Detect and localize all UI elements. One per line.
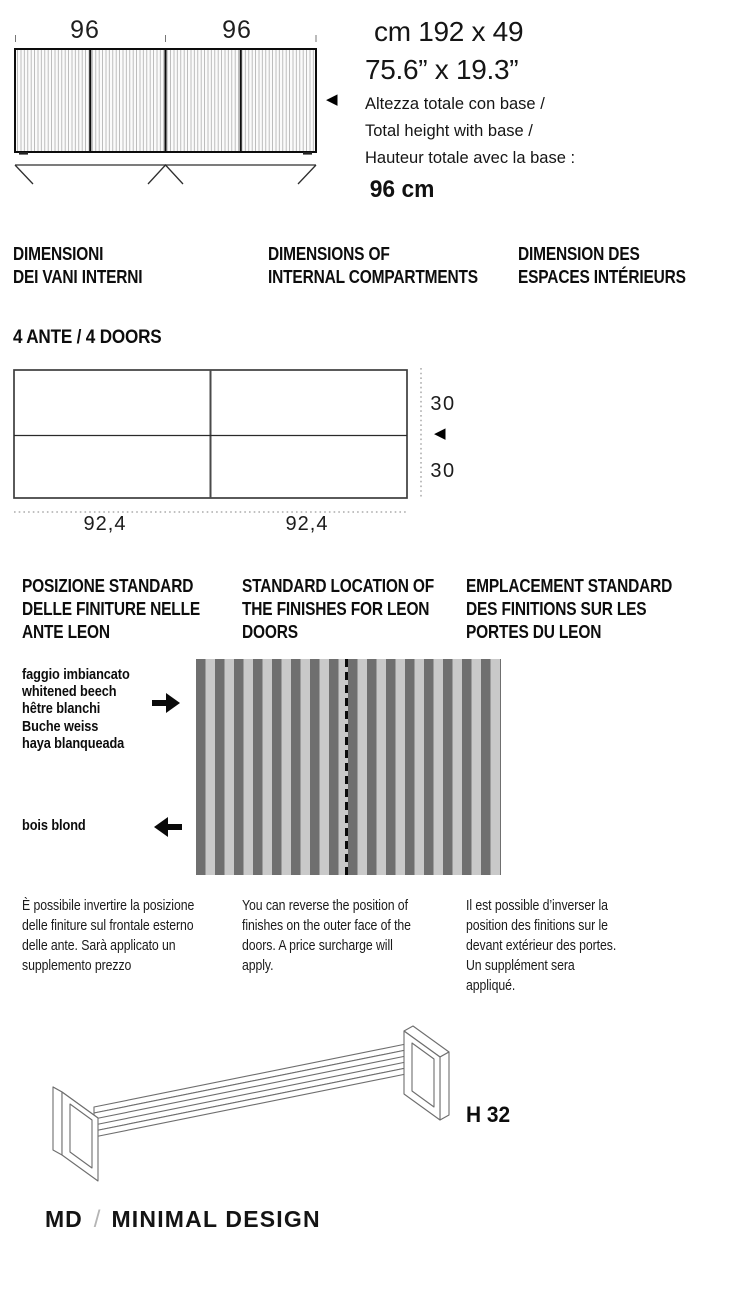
dimensions-header-it: DIMENSIONI DEI VANI INTERNI (13, 244, 143, 287)
note-en: You can reverse the position of finishes on the outer face of the doors. A price surcharge will apply. (242, 897, 411, 974)
compartments-diagram (0, 360, 470, 540)
dimensions-header-fr: DIMENSION DES ESPACES INTÉRIEURS (518, 244, 686, 287)
arrow-right-icon (152, 691, 182, 715)
cabinet-front-drawing (0, 14, 340, 200)
compartment-height-top: 30 (430, 393, 456, 415)
arrow-left-icon (152, 815, 182, 839)
finish-label-bois-blond: bois blond (22, 817, 86, 834)
cabinet-foot (19, 152, 28, 155)
compartment-height-bottom: 30 (430, 460, 456, 482)
brand-divider: / (93, 1206, 101, 1233)
door-width-left-label: 96 (70, 16, 100, 44)
cabinet-foot (303, 152, 312, 155)
base-frame-drawing (30, 1012, 460, 1192)
size-cm: cm 192 x 49 (374, 16, 524, 47)
rail-top-face (94, 1050, 406, 1119)
finishes-header-fr: EMPLACEMENT STANDARD DES FINITIONS SUR LES PORTES DU LEON (466, 576, 673, 642)
finish-swatch (196, 659, 501, 875)
base-right-leg (404, 1026, 449, 1120)
size-spec-block (365, 16, 575, 203)
door-width-right-label: 96 (222, 16, 252, 44)
left-pointer-icon: ◀ (326, 91, 338, 108)
finish-label-whitened-beech: faggio imbiancato whitened beech hêtre blanchi Buche weiss haya blanqueada (22, 666, 130, 752)
base-section-marks (15, 165, 316, 184)
brand-short: MD (45, 1206, 83, 1232)
rail-bottom (94, 1062, 406, 1131)
brand-logo (45, 1206, 321, 1234)
size-inches: 75.6” x 19.3” (365, 54, 519, 85)
base-left-leg (53, 1087, 98, 1181)
dimensions-header-en: DIMENSIONS OF INTERNAL COMPARTMENTS (268, 244, 478, 287)
finishes-header-en: STANDARD LOCATION OF THE FINISHES FOR LEON DOORS (242, 576, 435, 642)
compartment-width-left: 92,4 (83, 513, 127, 535)
note-it: È possibile invertire la posizione delle finiture sul frontale esterno delle ante. Sarà applicato un supplemento prezzo (22, 897, 195, 974)
total-height-value: 96 cm (369, 176, 435, 203)
finishes-header-it: POSIZIONE STANDARD DELLE FINITURE NELLE ANTE LEON (22, 576, 201, 642)
total-height-note: Altezza totale con base / Total height with base / Hauteur totale avec la base : (365, 95, 576, 167)
compartment-width-right: 92,4 (285, 513, 329, 535)
left-pointer-icon: ◀ (434, 425, 446, 442)
brand-name: MINIMAL DESIGN (111, 1206, 321, 1232)
doors-count-label: 4 ANTE / 4 DOORS (13, 327, 162, 348)
base-height-label: H 32 (466, 1102, 511, 1127)
note-fr: Il est possible d’inverser la position des finitions sur le devant extérieur des portes. Un supplément sera appliqué. (466, 897, 617, 994)
finish-split-dashed-line (345, 659, 348, 875)
